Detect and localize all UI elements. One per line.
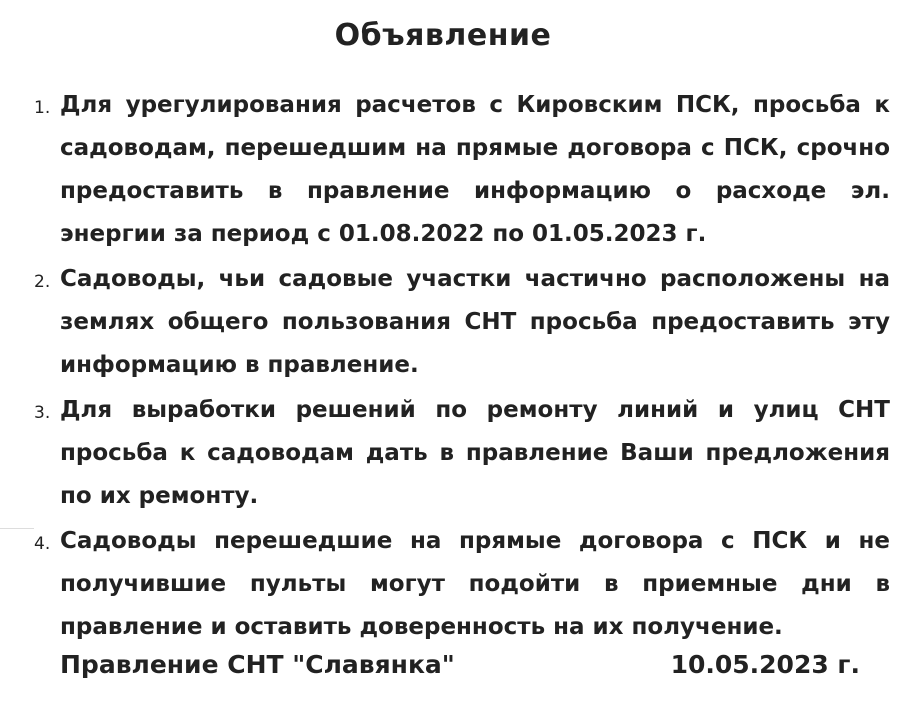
scan-mark	[0, 528, 34, 529]
item-number: 4.	[34, 534, 51, 554]
notice-item-4	[34, 520, 890, 649]
item-number: 3.	[34, 403, 51, 423]
notice-item-2	[34, 258, 890, 387]
notice-footer	[60, 650, 860, 690]
signature: Правление СНТ "Славянка"	[60, 650, 455, 679]
notice-item-1	[34, 84, 890, 256]
notice-item-3	[34, 389, 890, 518]
notice-items-list	[34, 84, 890, 651]
notice-date: 10.05.2023 г.	[670, 650, 860, 679]
notice-title: Объявление	[334, 18, 552, 53]
item-number: 1.	[34, 98, 51, 118]
item-text: Садоводы перешедшие на прямые договора с ПСК и не получившие пульты могут подойти в приемные дни в правление и оставить доверенность на их получение.	[60, 528, 890, 640]
item-text: Для урегулирования расчетов с Кировским ПСК, просьба к садоводам, перешедшим на прямые договора с ПСК, срочно предоставить в правление информацию о расходе эл. энергии за период с 01.08.2022 по 01.05.2023 г.	[60, 92, 890, 247]
item-text: Для выработки решений по ремонту линий и улиц СНТ просьба к садоводам дать в правление Ваши предложения по их ремонту.	[60, 397, 890, 509]
item-number: 2.	[34, 272, 51, 292]
item-text: Садоводы, чьи садовые участки частично расположены на землях общего пользования СНТ просьба предоставить эту информацию в правление.	[60, 266, 890, 378]
